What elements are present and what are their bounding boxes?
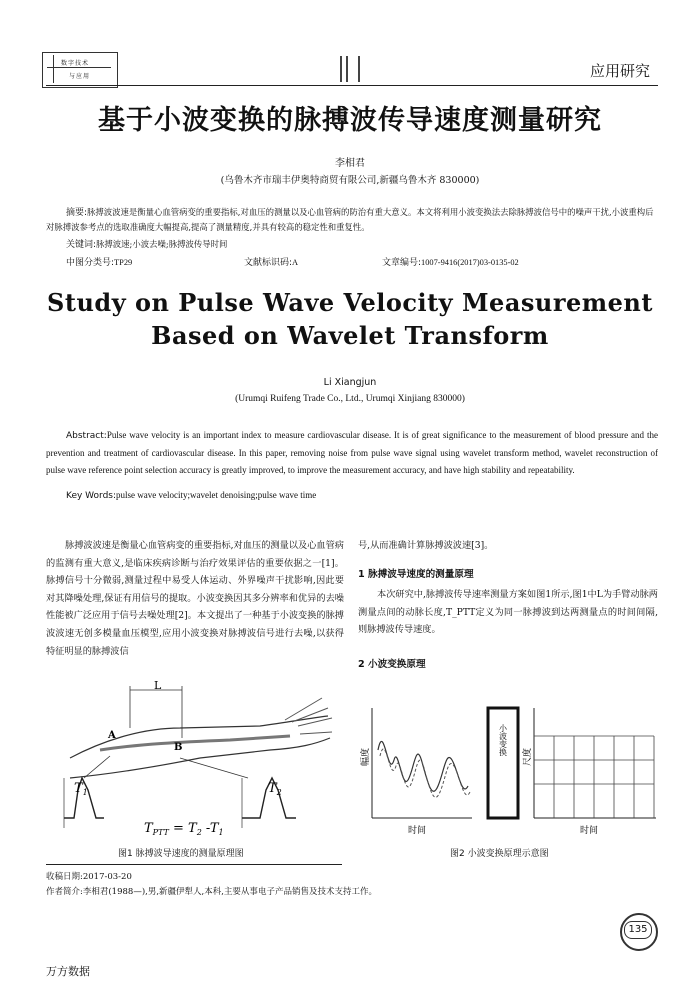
- body-left-paragraph: 脉搏波波速是衡量心血管病变的重要指标,对血压的测量以及心血管病的监测有重大意义,是临床疾病诊断与治疗效果评估的重要依据之一[1]。脉搏信号十分微弱,测量过程中易受人体运动、外界噪声干扰影响,因此要对其降噪处理,保证有用信号的提取。小波变换因其多分辨率和优异的去噪性能被广泛应用于信号去噪处理[2]。本文提出了一种基于小波变换的脉搏波波速无创多模量血压模型,应用小波变换对脉搏波信号进行去噪,以获得特征明显的脉搏波信: [46, 540, 344, 657]
- fig2-left-y-label: 幅度: [361, 747, 371, 766]
- keywords-label-en: Key Words:: [66, 491, 117, 501]
- figure2-diagram: [358, 690, 658, 840]
- article-number: [382, 255, 519, 270]
- figure2-caption: 图2 小波变换原理示意图: [450, 849, 549, 859]
- fig2-right-x-label: 时间: [580, 826, 599, 836]
- label-B: B: [174, 742, 183, 753]
- arm-outline-bottom: [70, 738, 330, 778]
- label-T2: $T_2$: [268, 781, 282, 797]
- label-A: A: [108, 730, 116, 741]
- author-cn: 李相君: [335, 158, 365, 169]
- ptt-formula: $T_{PTT} = T_2$ $-T_1$: [144, 821, 224, 837]
- section-heading-1: 1 脉搏波导速度的测量原理: [358, 569, 474, 580]
- clc-label: 中图分类号:: [66, 258, 115, 268]
- header-divider: [340, 56, 342, 82]
- page-title-en: [0, 286, 700, 352]
- pulse-waveform-1: [64, 778, 104, 818]
- header-rule: [46, 85, 658, 86]
- label-L: L: [154, 679, 162, 692]
- body-right-paragraph-2: 本次研究中,脉搏波传导速率测量方案如图1所示,图1中L为手臂动脉两测量点间的动脉长度,T_PTT定义为同一脉搏波到达两测量点的时间间隔,则脉搏波传导速度。: [358, 589, 658, 636]
- keywords-en: [66, 490, 316, 501]
- journal-logo: [42, 52, 118, 88]
- journal-name-line1: 数字技术: [61, 60, 90, 67]
- journal-name-line2: 与应用: [69, 73, 91, 80]
- section-label: 应用研究: [590, 62, 651, 80]
- fig2-noisy-waveform: [380, 749, 470, 797]
- abstract-cn: [46, 205, 658, 234]
- author-bio: 作者简介:李相君(1988—),男,新疆伊犁人,本科,主要从事电子产品销售及技术支持工作。: [46, 887, 377, 897]
- footnote: [46, 870, 377, 900]
- fig2-right-y-label: 尺度: [523, 747, 533, 766]
- keywords-text-cn: 脉搏波速;小波去噪;脉搏波传导时间: [96, 239, 228, 249]
- abstract-en: [46, 427, 658, 479]
- header-divider: [346, 56, 348, 82]
- article-value: 1007-9416(2017)03-0135-02: [421, 258, 519, 267]
- keywords-label-cn: 关键词:: [66, 240, 97, 250]
- title-en-line2: Based on Wavelet Transform: [151, 321, 549, 350]
- figure1-diagram: [60, 678, 340, 850]
- abstract-label-cn: 摘要:: [66, 208, 88, 218]
- doc-value: A: [292, 258, 299, 267]
- page-title-cn: 基于小波变换的脉搏波传导速度测量研究: [98, 105, 602, 136]
- sensor-lead-b: [180, 758, 248, 778]
- article-label: 文章编号:: [382, 258, 422, 268]
- label-T1: $T_1$: [74, 781, 88, 797]
- affiliation-en: (Urumqi Ruifeng Trade Co., Ltd., Urumqi Xinjiang 830000): [235, 394, 465, 404]
- figure1-caption: 图1 脉搏波导速度的测量原理图: [118, 849, 244, 859]
- title-en-line1: Study on Pulse Wave Velocity Measurement: [47, 288, 653, 317]
- header-divider: [358, 56, 360, 82]
- affiliation-cn: (乌鲁木齐市瑞丰伊奥特商贸有限公司,新疆乌鲁木齐 830000): [220, 175, 480, 186]
- document-code: [244, 255, 298, 270]
- section-heading-2: 2 小波变换原理: [358, 659, 426, 670]
- clc-number: [66, 255, 132, 270]
- artery: [100, 736, 290, 750]
- abstract-text-cn: 脉搏波波速是衡量心血管病变的重要指标,对血压的测量以及心血管病的防治有重大意义。本文将利用小波变换法去除脉搏波信号中的噪声干扰,小波重构后对脉搏波参考点的选取准确度大幅提高,提高了测量精度,并具有较高的稳定性和重复性。: [46, 207, 654, 232]
- abstract-label-en: Abstract:: [66, 431, 107, 441]
- author-en: Li Xiangjun: [323, 377, 377, 388]
- fig2-left-x-label: 时间: [408, 826, 427, 836]
- keywords-cn: [66, 237, 227, 252]
- received-date: 收稿日期:2017-03-20: [46, 872, 132, 882]
- body-right-paragraph-1: 号,从而准确计算脉搏波波速[3]。: [358, 540, 494, 551]
- source-watermark: 万方数据: [46, 965, 90, 978]
- doc-label: 文献标识码:: [244, 258, 293, 268]
- page-number: 135: [624, 921, 652, 939]
- wavelet-transform-box-label: 小波变换: [498, 724, 508, 756]
- abstract-text-en: Pulse wave velocity is an important index to measure cardiovascular disease. It is of great significance to the measurement of blood pressure and the prevention and treatment of cardiovascular disease. In this paper, removing noise from pulse wave signal using wavelet transform method, wavelet reconstruction of pulse wave reference point selection accuracy is greatly improved, to improve the measurement accuracy, and have high stability and repeatability.: [46, 430, 658, 475]
- keywords-text-en: pulse wave velocity;wavelet denoising;pulse wave time: [116, 490, 317, 500]
- clc-value: TP29: [114, 258, 133, 267]
- footnote-rule: [46, 864, 342, 865]
- fig2-scale-grid: [534, 736, 654, 818]
